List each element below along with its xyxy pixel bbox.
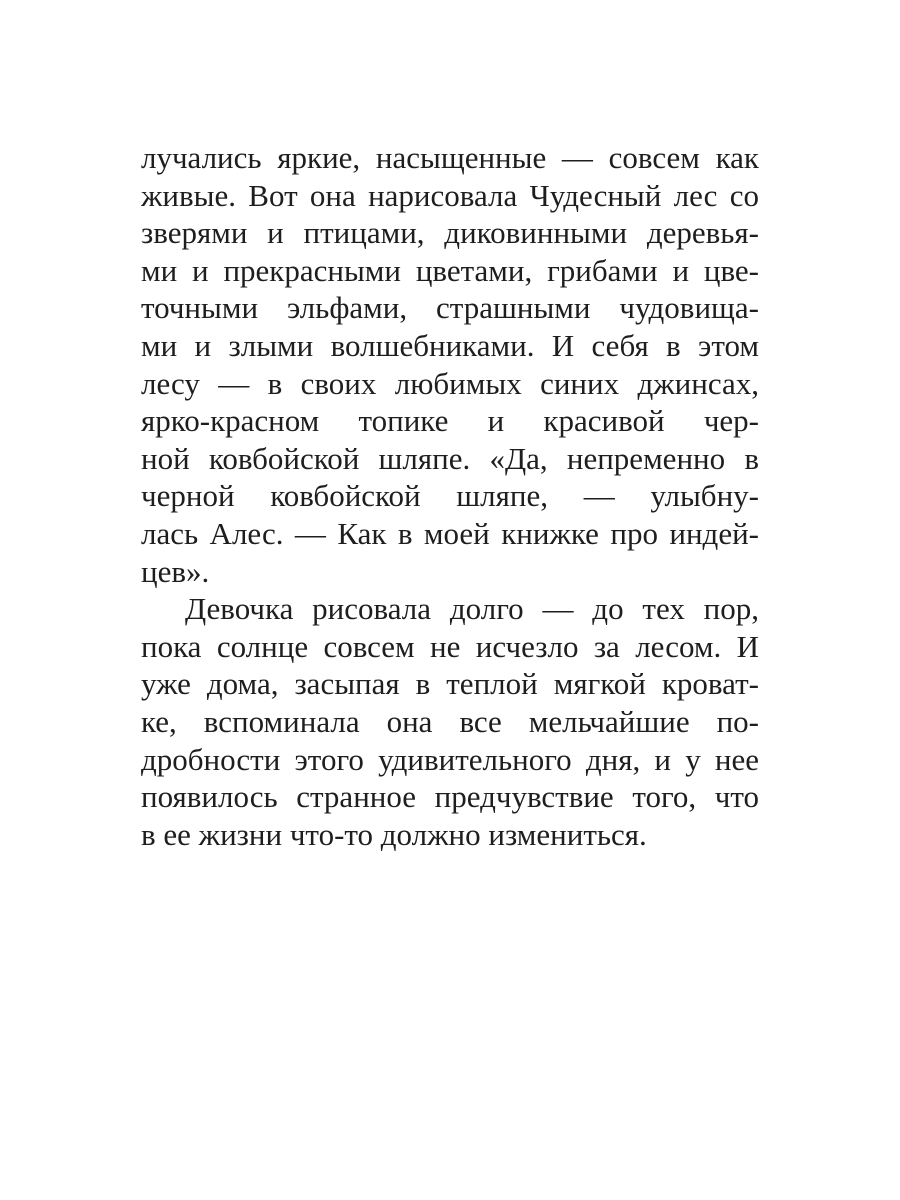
text-line: лесу — в своих любимых синих джинсах, — [141, 365, 759, 401]
text-line: появилось странное предчувствие того, что — [141, 779, 759, 815]
text-line: черной ковбойской шляпе, — улыбну- — [141, 478, 759, 514]
text-line: ной ковбойской шляпе. «Да, непременно в — [141, 440, 759, 476]
text-line: лучались яркие, насыщенные — совсем как — [141, 140, 759, 175]
text-line: уже дома, засыпая в теплой мягкой кроват- — [141, 666, 759, 702]
text-line: в ее жизни что-то должно измениться. — [141, 816, 647, 852]
text-line: точными эльфами, страшными чудовища- — [141, 290, 759, 326]
paragraph-1 — [141, 139, 759, 590]
text-line: дробности этого удивительного дня, и у нее — [141, 741, 759, 777]
text-line: лась Алес. — Как в моей книжке про индей- — [141, 515, 759, 551]
paragraph-2 — [141, 590, 759, 853]
text-line: цев». — [141, 553, 210, 589]
text-line: ке, вспоминала она все мельчайшие по- — [141, 703, 759, 739]
text-line: зверями и птицами, диковинными деревья- — [141, 215, 759, 251]
text-line: живые. Вот она нарисовала Чудесный лес со — [141, 177, 759, 213]
text-line: Девочка рисовала долго — до тех пор, — [185, 591, 759, 627]
page-body-text — [141, 139, 759, 853]
text-line: ми и прекрасными цветами, грибами и цве- — [141, 252, 759, 288]
text-line: ми и злыми волшебниками. И себя в этом — [141, 327, 759, 363]
text-line: пока солнце совсем не исчезло за лесом. И — [141, 628, 759, 664]
text-line: ярко-красном топике и красивой чер- — [141, 403, 759, 439]
